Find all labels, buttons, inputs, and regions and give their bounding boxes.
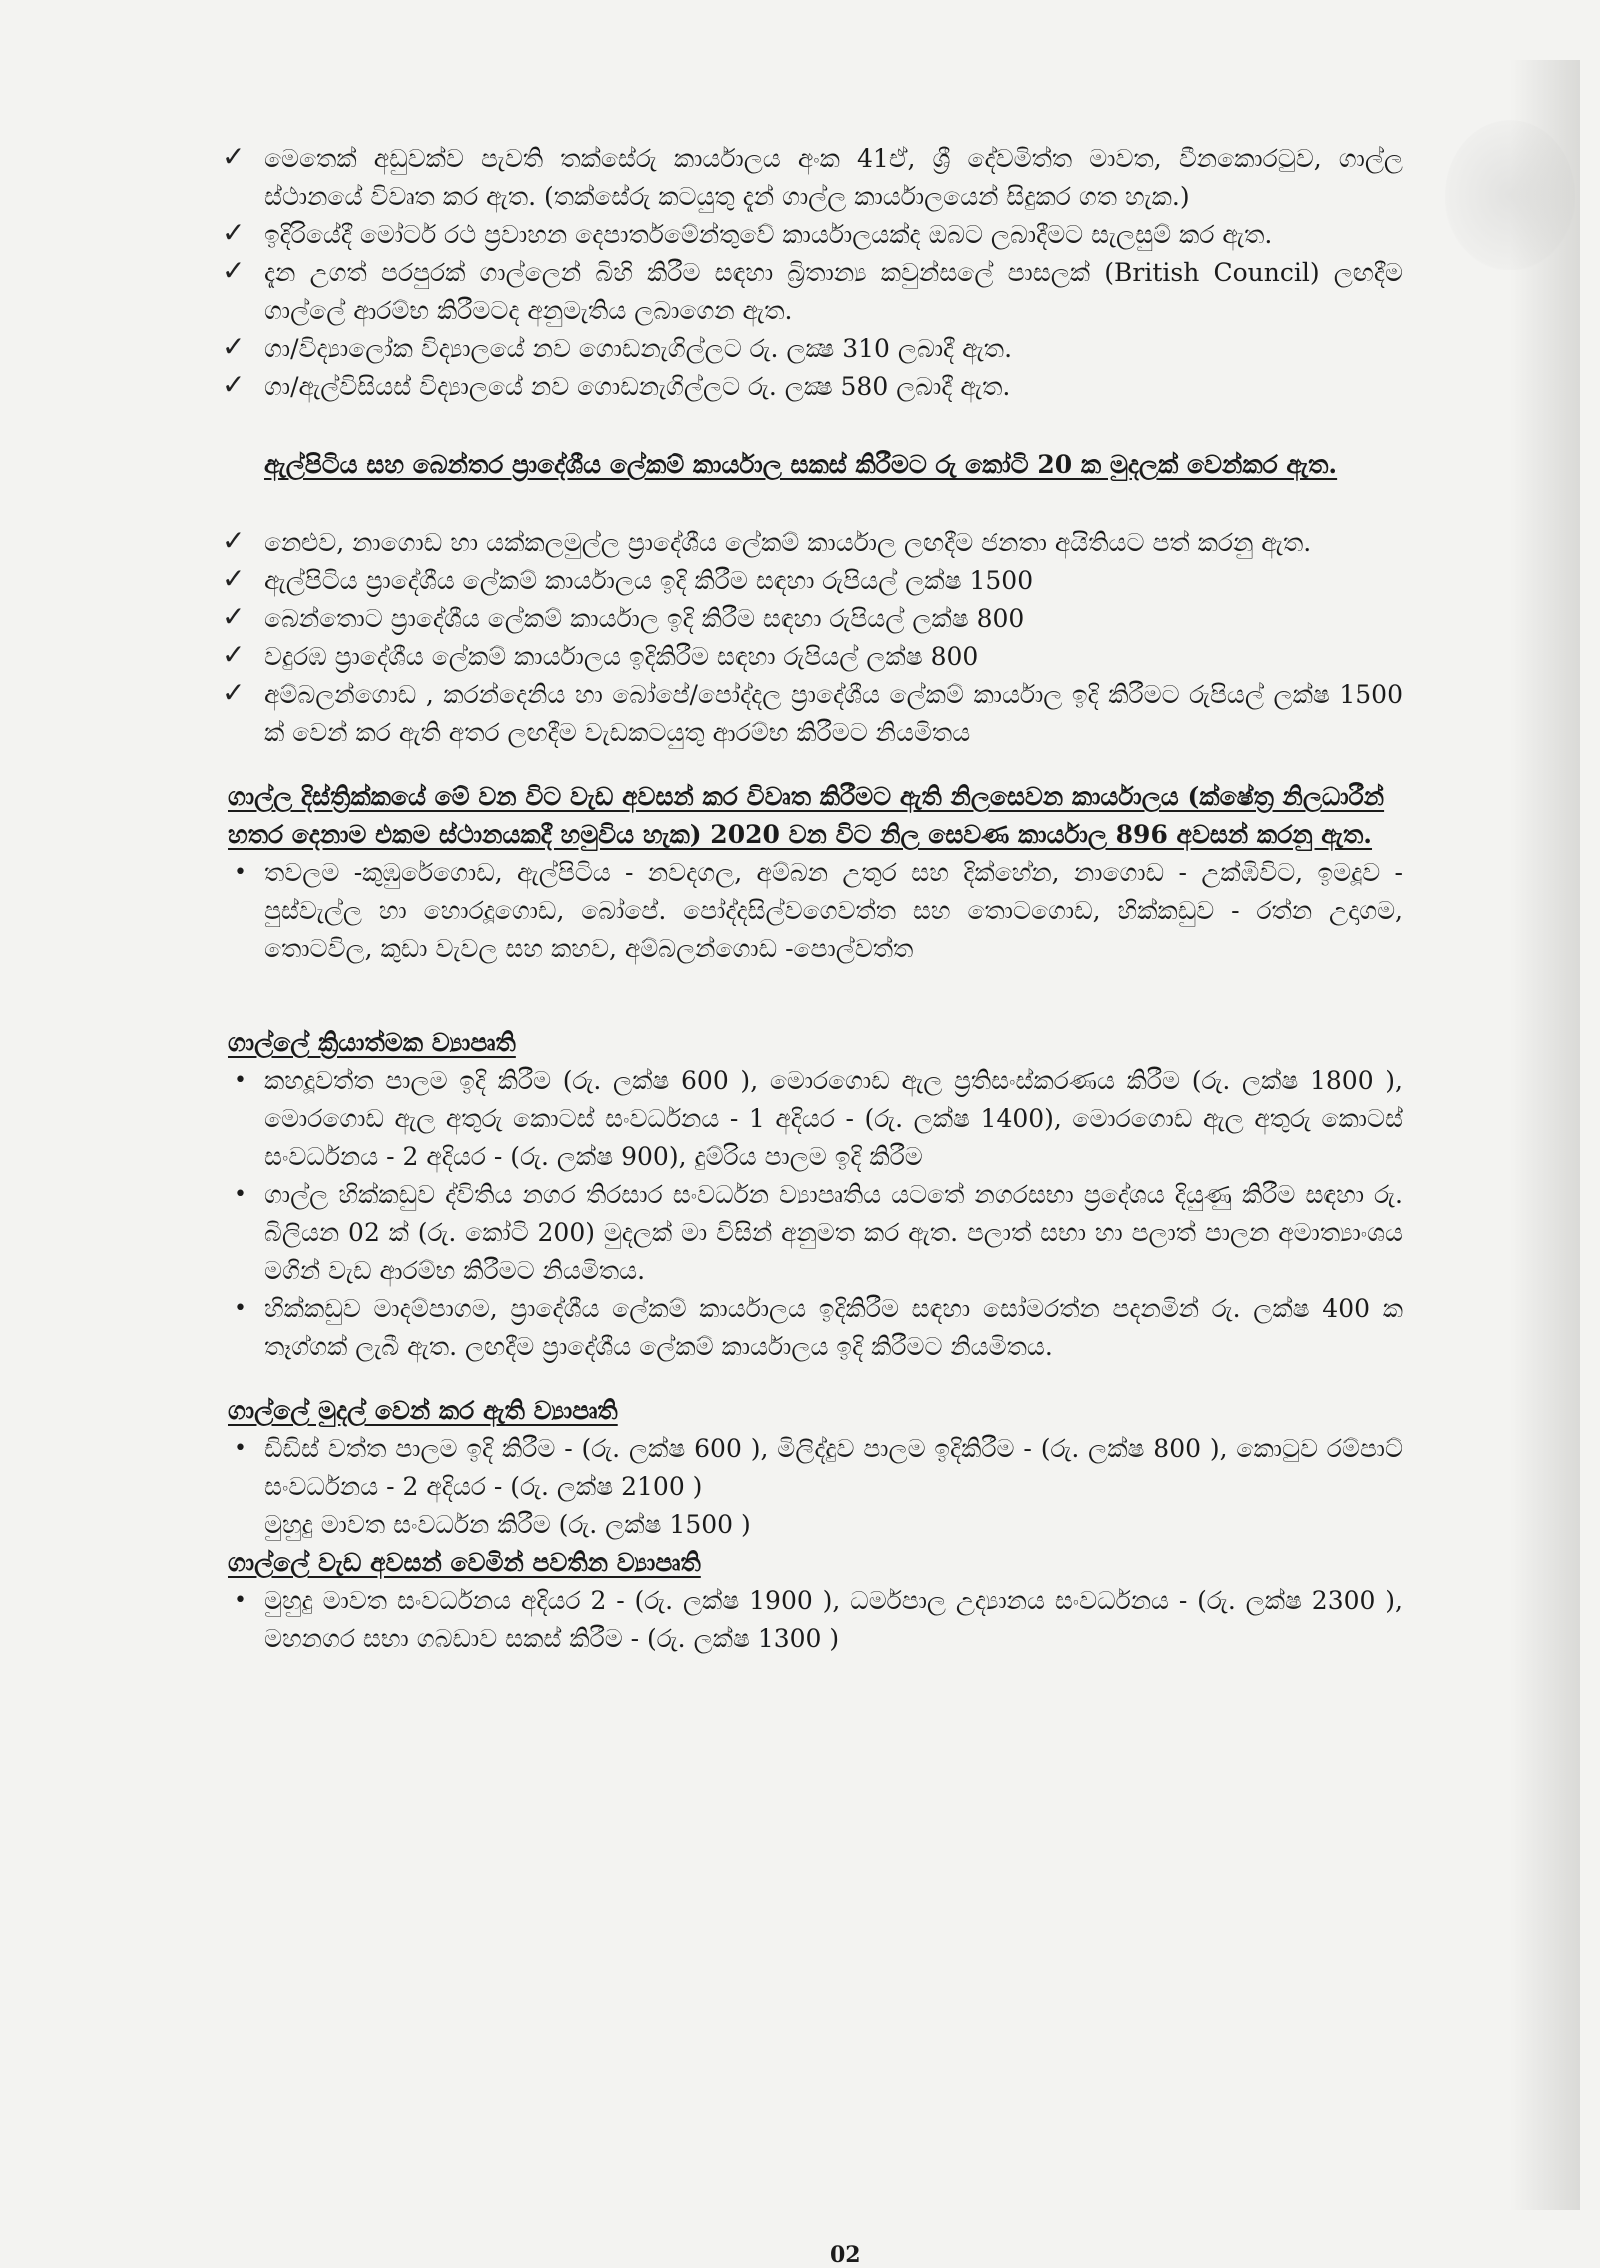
bullet-item: • තවලම -කුඹුරේගොඩ, ඇල්පිටිය - නවදගල, අම්බන උතුර සහ දික්හේන, නාගොඩ - උක්ඹිවිට, ඉමදූව - පුස්වැල්ල හා හොරදූගොඩ, බෝපේ. පෝද්දසිල්වගෙවත්ත සහ තොටගොඩ, හික්කඩුව - රත්න උදාගම, තොටවිල, කුඩා වැවල සහ කහව, අම්බලන්ගොඩ -පොල්වත්ත	[228, 854, 1403, 968]
document-body	[222, 140, 1403, 1658]
check-mark-icon: ✓	[222, 524, 246, 557]
check-item: ✓ මෙතෙක් අඩුවක්ව පැවති තක්සේරු කාර්යාලය අංක 41ඒ, ශ්‍රී දේවමිත්ත මාවත, වීනකොරටුව, ගාල්ල ස්ථානයේ විවෘත කර ඇත. (තක්සේරු කටයුතු දැන් ගාල්ල කාර්යාලයෙන් සිදුකර ගත හැක.)	[222, 140, 1403, 211]
page-number: 02	[830, 2242, 861, 2268]
bullet-item: • කහදූවත්ත පාලම ඉදි කිරීම (රු. ලක්ෂ 600 ), මොරගොඩ ඇල ප්‍රතිසංස්කරණය කිරීම (රු. ලක්ෂ 1800 ), මොරගොඩ ඇල අතුරු කොටස් සංවර්ධනය - 1 අදියර - (රු. ලක්ෂ 1400), මොරගොඩ ඇල අතුරු කොටස් සංවර්ධනය - 2 අදියර - (රු. ලක්ෂ 900), දුම්රිය පාලම ඉදි කිරීම	[228, 1062, 1403, 1176]
faded-seal-watermark	[1445, 120, 1575, 270]
check-mark-icon: ✓	[222, 216, 246, 249]
bullet-icon: •	[234, 860, 247, 885]
bullet-icon: •	[234, 1068, 247, 1093]
bullet-icon: •	[234, 1588, 247, 1613]
section-office-updates	[222, 140, 1403, 406]
check-item: ✓ අම්බලන්ගොඩ , කරන්දෙනිය හා බෝපේ/පෝද්දල ප්‍රාදේශීය ලේකම් කාර්යාල ඉදි කිරීමට රුපියල් ලක්ෂ 1500 ක් වෙන් කර ඇති අතර ලඟදීම වැඩකටයුතු ආරම්භ කිරීමට නියමිතය	[222, 676, 1403, 747]
section-active-projects	[228, 1062, 1403, 1366]
section-funded-projects	[228, 1430, 1403, 1544]
check-item: ✓ නෙළුව, නාගොඩ හා යක්කලමුල්ල ප්‍රාදේශීය ලේකම් කාර්යාල ලඟදීම ජනතා අයිතියට පත් කරනු ඇත.	[228, 524, 1403, 562]
check-item: ✓ වදුරඹ ප්‍රාදේශීය ලේකම් කාර්යාලය ඉදිකිරීම සඳහා රුපියල් ලක්ෂ 800	[228, 638, 1403, 676]
check-mark-icon: ✓	[222, 368, 246, 401]
section-offices	[228, 854, 1403, 968]
bullet-item: • මුහුදු මාවත සංවර්ධනය අදියර 2 - (රු. ලක්ෂ 1900 ), ධර්මපාල උද්‍යානය සංවර්ධනය - (රු. ලක්ෂ 2300 ), මහනගර සභා ගබඩාව සකස් කිරීම - (රු. ලක්ෂ 1300 )	[228, 1582, 1403, 1658]
bullet-icon: •	[234, 1296, 247, 1321]
bullet-item: • ගාල්ල හික්කඩුව ද්විතිය නගර තිරසාර සංවර්ධන ව්‍යාපෘතිය යටතේ නගරසභා ප්‍රදේශය දියුණු කිරීම සඳහා රු. බිලියන 02 ක් (රු. කෝටි 200) මුදලක් මා විසින් අනුමත කර ඇත. පලාත් සභා හා පලාත් පාලන අමාත්‍යාංශය මගින් වැඩ ආරම්භ කිරීමට නියමිතය.	[228, 1176, 1403, 1290]
section-heading: ඇල්පිටිය සහ බෙන්තර ප්‍රාදේශීය ලේකම් කාර්යාල සකස් කිරීමට රු කෝටි 20 ක මුදලක් වෙන්කර ඇත.	[264, 450, 1338, 479]
bullet-icon: •	[234, 1182, 247, 1207]
bleed-through-shadow	[1510, 60, 1580, 2210]
check-item: ✓ ගා/විද්‍යාලෝක විද්‍යාලයේ නව ගොඩනැගිල්ලට රු. ලක්‍ෂ 310 ලබාදී ඇත.	[228, 330, 1403, 368]
check-mark-icon: ✓	[222, 600, 246, 633]
check-item: ✓ ගා/ඇල්විසියස් විද්‍යාලයේ නව ගොඩනැගිල්ලට රු. ලක්‍ෂ 580 ලබාදී ඇත.	[228, 368, 1403, 406]
check-mark-icon: ✓	[222, 676, 246, 709]
check-mark-icon: ✓	[222, 254, 246, 287]
check-item: ✓ බෙන්තොට ප්‍රාදේශීය ලේකම් කාර්යාල ඉදි කිරීම සඳහා රුපියල් ලක්ෂ 800	[228, 600, 1403, 638]
bullet-item: • ඩිඩිස් වත්ත පාලම ඉදි කිරීම - (රු. ලක්ෂ 600 ), මිලිද්දුව පාලම ඉදිකිරීම - (රු. ලක්ෂ 800 ), කොටුව රම්පාට් සංවර්ධනය - 2 අදියර - (රු. ලක්ෂ 2100 )	[228, 1430, 1403, 1506]
section-divisional-secretariats	[222, 524, 1403, 752]
check-mark-icon: ✓	[222, 330, 246, 363]
continuation-line: මුහුදු මාවත සංවර්ධන කිරීම (රු. ලක්ෂ 1500 )	[264, 1510, 751, 1539]
section-heading: ගාල්ලේ මුදල් වෙන් කර ඇති ව්‍යාපෘති	[228, 1396, 618, 1425]
section-heading: ගාල්ලේ වැඩ අවසන් වෙමින් පවතින ව්‍යාපෘති	[228, 1548, 701, 1577]
bullet-item: • හික්කඩුව මාදම්පාගම, ප්‍රාදේශීය ලේකම් කාර්යාලය ඉදිකිරීම සඳහා සෝමරත්න පදනමින් රු. ලක්ෂ 400 ක තෑග්ගක් ලැබී ඇත. ලඟදීම ප්‍රාදේශීය ලේකම් කාර්යාලය ඉදි කිරීමට නියමිතය.	[228, 1290, 1403, 1366]
check-item: ✓ දැන උගත් පරපුරක් ගාල්ලෙන් බිහි කිරීම සඳහා බ්‍රිතාන්‍ය කවුන්සලේ පාසලක් (British Council) ලඟදීම ගාල්ලේ ආරම්භ කිරීමටද අනුමැතිය ලබාගෙන ඇත.	[222, 254, 1403, 325]
section-heading: ගාල්ලේ ක්‍රියාත්මක ව්‍යාපෘති	[228, 1028, 516, 1057]
check-mark-icon: ✓	[222, 562, 246, 595]
check-item: ✓ ඇල්පිටිය ප්‍රාදේශීය ලේකම් කාර්යාලය ඉදි කිරීම සඳහා රුපියල් ලක්ෂ 1500	[228, 562, 1403, 600]
bullet-icon: •	[234, 1436, 247, 1461]
check-mark-icon: ✓	[222, 140, 246, 173]
section-ongoing-projects	[228, 1582, 1403, 1658]
check-item: ✓ ඉදිරියේදී මෝටර් රථ ප්‍රවාහන දෙපාර්තමේන්තුවේ කාර්යාලයක්ද ඔබට ලබාදීමට සැලසුම් කර ඇත.	[228, 216, 1403, 254]
check-mark-icon: ✓	[222, 638, 246, 671]
section-heading: ගාල්ල දිස්ත්‍රික්කයේ මේ වන විට වැඩ අවසන් කර විවෘත කිරීමට ඇති නිලසෙවන කාර්යාලය (ක්ෂේත්‍ර නිලධාරීන් හතර දෙනාම එකම ස්ථානයකදී හමුවිය හැක) 2020 වන විට නිල සෙවණ කාර්යාල 896 අවසන් කරනු ඇත.	[228, 782, 1385, 849]
